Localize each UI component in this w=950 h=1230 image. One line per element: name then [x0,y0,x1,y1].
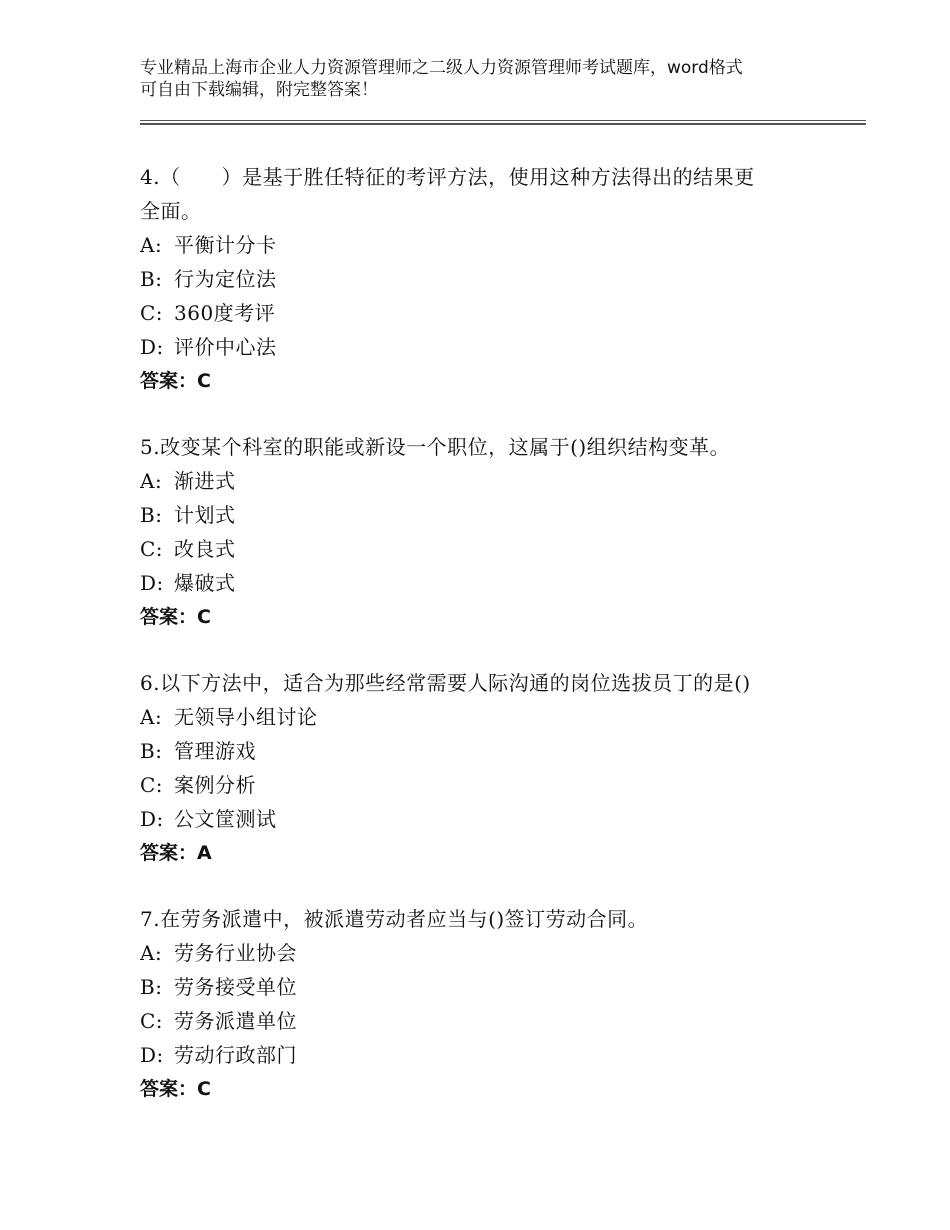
option-c [140,532,820,566]
option-c [140,768,820,802]
option-key: A: [140,941,163,965]
option-a [140,228,820,262]
option-b [140,734,820,768]
option-d [140,330,820,364]
answer-label: 答案：C [140,1078,211,1100]
question-5 [140,430,820,634]
option-text: 评价中心法 [174,335,277,359]
option-text: 平衡计分卡 [174,233,277,257]
option-d [140,802,820,836]
option-c [140,296,820,330]
option-text: 计划式 [174,503,236,527]
option-text: 案例分析 [174,773,256,797]
option-c [140,1004,820,1038]
question-text: 6.以下方法中，适合为那些经常需要人际沟通的岗位选拔员丁的是() [140,671,751,695]
answer-label: 答案：C [140,370,211,392]
option-text: 管理游戏 [174,739,256,763]
question-text-continued: 全面。 [140,199,202,223]
option-key: B: [140,267,163,291]
option-key: D: [140,1043,164,1067]
option-text: 公文筐测试 [174,807,277,831]
option-b [140,498,820,532]
option-text: 劳动行政部门 [174,1043,297,1067]
option-key: C: [140,773,164,797]
option-d [140,566,820,600]
header-divider-thin [140,120,866,121]
option-key: A: [140,233,163,257]
option-key: A: [140,469,163,493]
option-key: C: [140,537,164,561]
option-text: 劳务派遣单位 [174,1009,297,1033]
answer-label: 答案：A [140,842,212,864]
answer-label: 答案：C [140,606,211,628]
option-key: C: [140,301,164,325]
option-d [140,1038,820,1072]
question-text: 5.改变某个科室的职能或新设一个职位，这属于()组织结构变革。 [140,435,731,459]
header-line-1: 专业精品上海市企业人力资源管理师之二级人力资源管理师考试题库，word格式 [140,58,743,78]
question-4 [140,160,820,398]
question-7 [140,902,820,1106]
option-a [140,936,820,970]
header-line-2: 可自由下载编辑，附完整答案！ [140,80,378,100]
option-key: B: [140,975,163,999]
option-b [140,262,820,296]
question-text: 7.在劳务派遣中，被派遣劳动者应当与()签订劳动合同。 [140,907,649,931]
option-key: D: [140,807,164,831]
option-text: 劳务接受单位 [174,975,297,999]
option-text: 360度考评 [174,301,276,325]
option-key: B: [140,503,163,527]
option-b [140,970,820,1004]
option-a [140,464,820,498]
option-a [140,700,820,734]
option-key: D: [140,335,164,359]
option-text: 渐进式 [174,469,236,493]
option-text: 劳务行业协会 [174,941,297,965]
option-text: 行为定位法 [174,267,277,291]
option-key: B: [140,739,163,763]
option-text: 无领导小组讨论 [174,705,318,729]
question-list [140,160,820,1138]
option-text: 爆破式 [174,571,236,595]
option-key: A: [140,705,163,729]
document-header [140,57,840,101]
option-key: C: [140,1009,164,1033]
question-text: 4.（ ）是基于胜任特征的考评方法，使用这种方法得出的结果更 [140,165,755,189]
option-text: 改良式 [174,537,236,561]
header-divider-thick [140,123,866,125]
option-key: D: [140,571,164,595]
question-6 [140,666,820,870]
